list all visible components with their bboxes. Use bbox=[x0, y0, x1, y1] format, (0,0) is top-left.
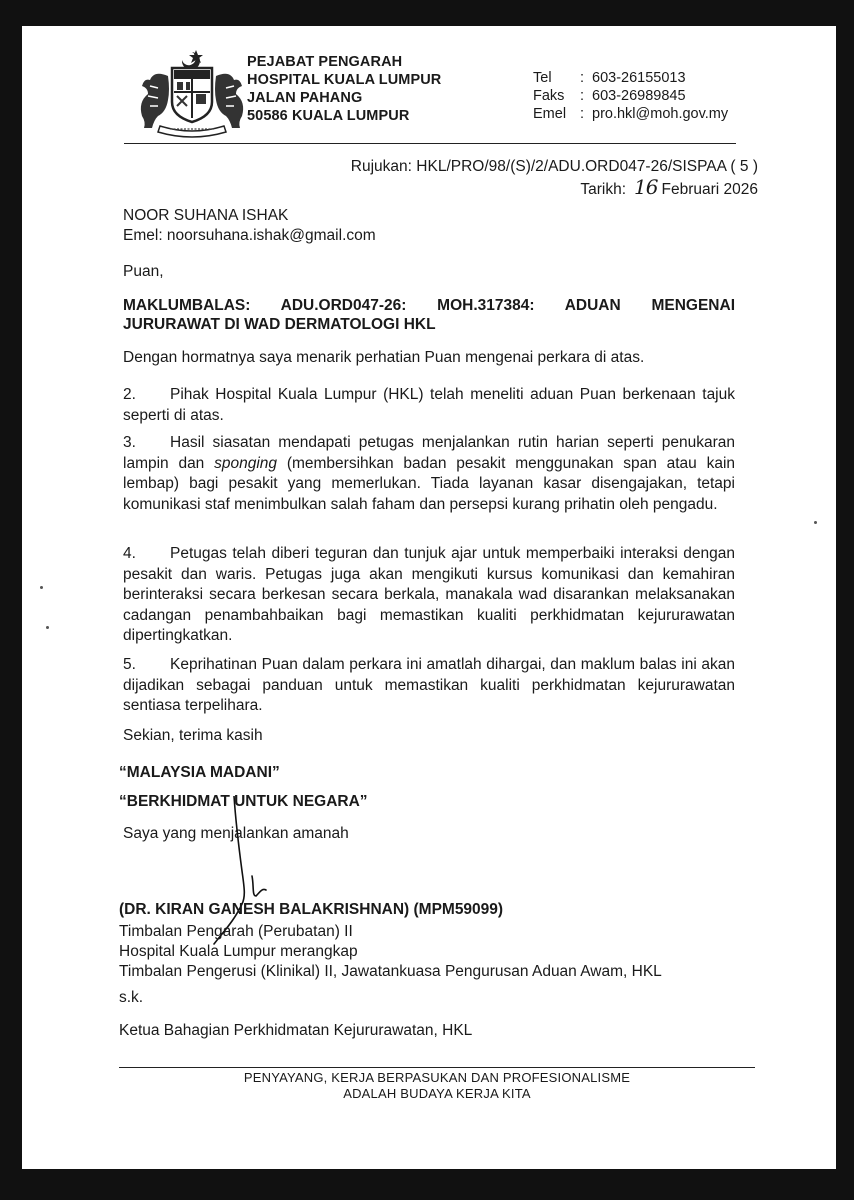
paragraph-number: 3. bbox=[123, 434, 136, 451]
paragraph-text: Pihak Hospital Kuala Lumpur (HKL) telah meneliti aduan Puan berkenaan tajuk seperti di atas. bbox=[123, 386, 735, 424]
signatory-title-line: Timbalan Pengerusi (Klinikal) II, Jawatankuasa Pengurusan Aduan Awam, HKL bbox=[119, 963, 662, 980]
scan-speck bbox=[814, 521, 817, 524]
contact-value: 603-26989845 bbox=[592, 88, 686, 104]
slogan-berkhidmat: “BERKHIDMAT UNTUK NEGARA” bbox=[119, 793, 368, 810]
rujukan-label: Rujukan: bbox=[350, 158, 412, 175]
contact-separator: : bbox=[580, 70, 585, 86]
tarikh-day-handwritten: 16 bbox=[634, 175, 658, 199]
closing-amanah: Saya yang menjalankan amanah bbox=[123, 825, 349, 842]
subject-heading bbox=[123, 296, 735, 334]
coat-of-arms-logo bbox=[130, 46, 254, 140]
closing-thanks: Sekian, terima kasih bbox=[123, 727, 263, 744]
footer-motto bbox=[119, 1070, 755, 1102]
contact-separator: : bbox=[580, 106, 585, 122]
rujukan-line bbox=[351, 157, 758, 177]
letterhead-contacts bbox=[533, 69, 728, 123]
recipient-name: NOOR SUHANA ISHAK bbox=[123, 207, 289, 224]
org-line: PEJABAT PENGARAH bbox=[247, 54, 403, 70]
contact-separator: : bbox=[580, 88, 585, 104]
contact-row bbox=[533, 69, 728, 87]
org-line: HOSPITAL KUALA LUMPUR bbox=[247, 72, 442, 88]
paragraph-text: (membersihkan badan pesakit menggunakan span atau kain lembap) bagi pesakit yang memerlukan. Tiada layanan kasar disengajakan, tetapi komunikasi staf menimbulkan salah faham dan persepsi kurang prihatin oleh pengadu. bbox=[123, 454, 736, 513]
paragraph-italic-term: sponging bbox=[214, 454, 278, 472]
signatory-title-line: Timbalan Pengarah (Perubatan) II bbox=[119, 923, 353, 940]
signatory-name: (DR. KIRAN GANESH BALAKRISHNAN) (MPM59099) bbox=[119, 901, 504, 918]
header-divider bbox=[124, 143, 736, 144]
paragraph-4 bbox=[123, 544, 735, 647]
subject-line-1: MAKLUMBALAS: ADU.ORD047-26: MOH.317384: ADUAN MENGENAI bbox=[123, 297, 735, 314]
contact-label: Faks bbox=[533, 88, 565, 104]
footer-line: ADALAH BUDAYA KERJA KITA bbox=[343, 1086, 531, 1101]
copy-label: s.k. bbox=[119, 989, 144, 1006]
paragraph-text: Keprihatinan Puan dalam perkara ini amatlah dihargai, dan maklum balas ini akan dijadikan sebagai panduan untuk memastikan kualiti perkhidmatan kejururawatan sentiasa terpelihara. bbox=[123, 656, 735, 714]
tarikh-label: Tarikh: bbox=[580, 181, 627, 198]
contact-label: Tel bbox=[533, 70, 552, 86]
paragraph-2 bbox=[123, 385, 735, 426]
contact-label: Emel bbox=[533, 106, 567, 122]
signatory-titles bbox=[119, 922, 662, 982]
paragraph-3 bbox=[123, 433, 735, 515]
org-line: 50586 KUALA LUMPUR bbox=[247, 108, 410, 124]
paragraph-text: Petugas telah diberi teguran dan tunjuk ajar untuk memperbaiki interaksi dengan pesakit dan waris. Petugas juga akan mengikuti kursus komunikasi dan kemahiran berinteraksi secara berkesan secara berkala, manakala wad disarankan melaksanakan cadangan penambahbaikan bagi memastikan kualiti perkhidmatan kejururawatan dipertingkatkan. bbox=[123, 545, 735, 644]
rujukan-value: HKL/PRO/98/(S)/2/ADU.ORD047-26/SISPAA ( 5 ) bbox=[416, 158, 758, 175]
footer-line: PENYAYANG, KERJA BERPASUKAN DAN PROFESIONALISME bbox=[243, 1070, 631, 1085]
paragraph-intro: Dengan hormatnya saya menarik perhatian Puan mengenai perkara di atas. bbox=[123, 349, 645, 366]
contact-row bbox=[533, 87, 728, 105]
letterhead-organization bbox=[247, 53, 441, 125]
paragraph-number: 4. bbox=[123, 545, 136, 562]
paragraph-text: Hasil siasatan mendapati petugas menjalankan rutin harian seperti penukaran lampin dan bbox=[123, 434, 735, 472]
tarikh-line bbox=[351, 177, 758, 200]
subject-line-2: JURURAWAT DI WAD DERMATOLOGI HKL bbox=[123, 316, 436, 333]
copy-recipient: Ketua Bahagian Perkhidmatan Kejururawatan, HKL bbox=[119, 1022, 473, 1039]
paragraph-number: 5. bbox=[123, 656, 136, 673]
signatory-title-line: Hospital Kuala Lumpur merangkap bbox=[119, 943, 358, 960]
slogan-malaysia-madani: “MALAYSIA MADANI” bbox=[119, 764, 280, 781]
contact-value: pro.hkl@moh.gov.my bbox=[592, 106, 729, 122]
contact-value: 603-26155013 bbox=[592, 70, 686, 86]
footer-divider bbox=[119, 1067, 755, 1068]
paragraph-number: 2. bbox=[123, 386, 136, 403]
scan-speck bbox=[46, 626, 49, 629]
salutation: Puan, bbox=[123, 263, 164, 280]
tarikh-month-year: Februari 2026 bbox=[661, 181, 758, 198]
org-line: JALAN PAHANG bbox=[247, 90, 363, 106]
paragraph-5 bbox=[123, 655, 735, 717]
reference-block bbox=[351, 157, 758, 200]
letter-page bbox=[22, 26, 836, 1169]
recipient-block bbox=[123, 206, 376, 246]
recipient-email: Emel: noorsuhana.ishak@gmail.com bbox=[123, 227, 376, 244]
contact-row bbox=[533, 105, 728, 123]
scan-speck bbox=[40, 586, 43, 589]
